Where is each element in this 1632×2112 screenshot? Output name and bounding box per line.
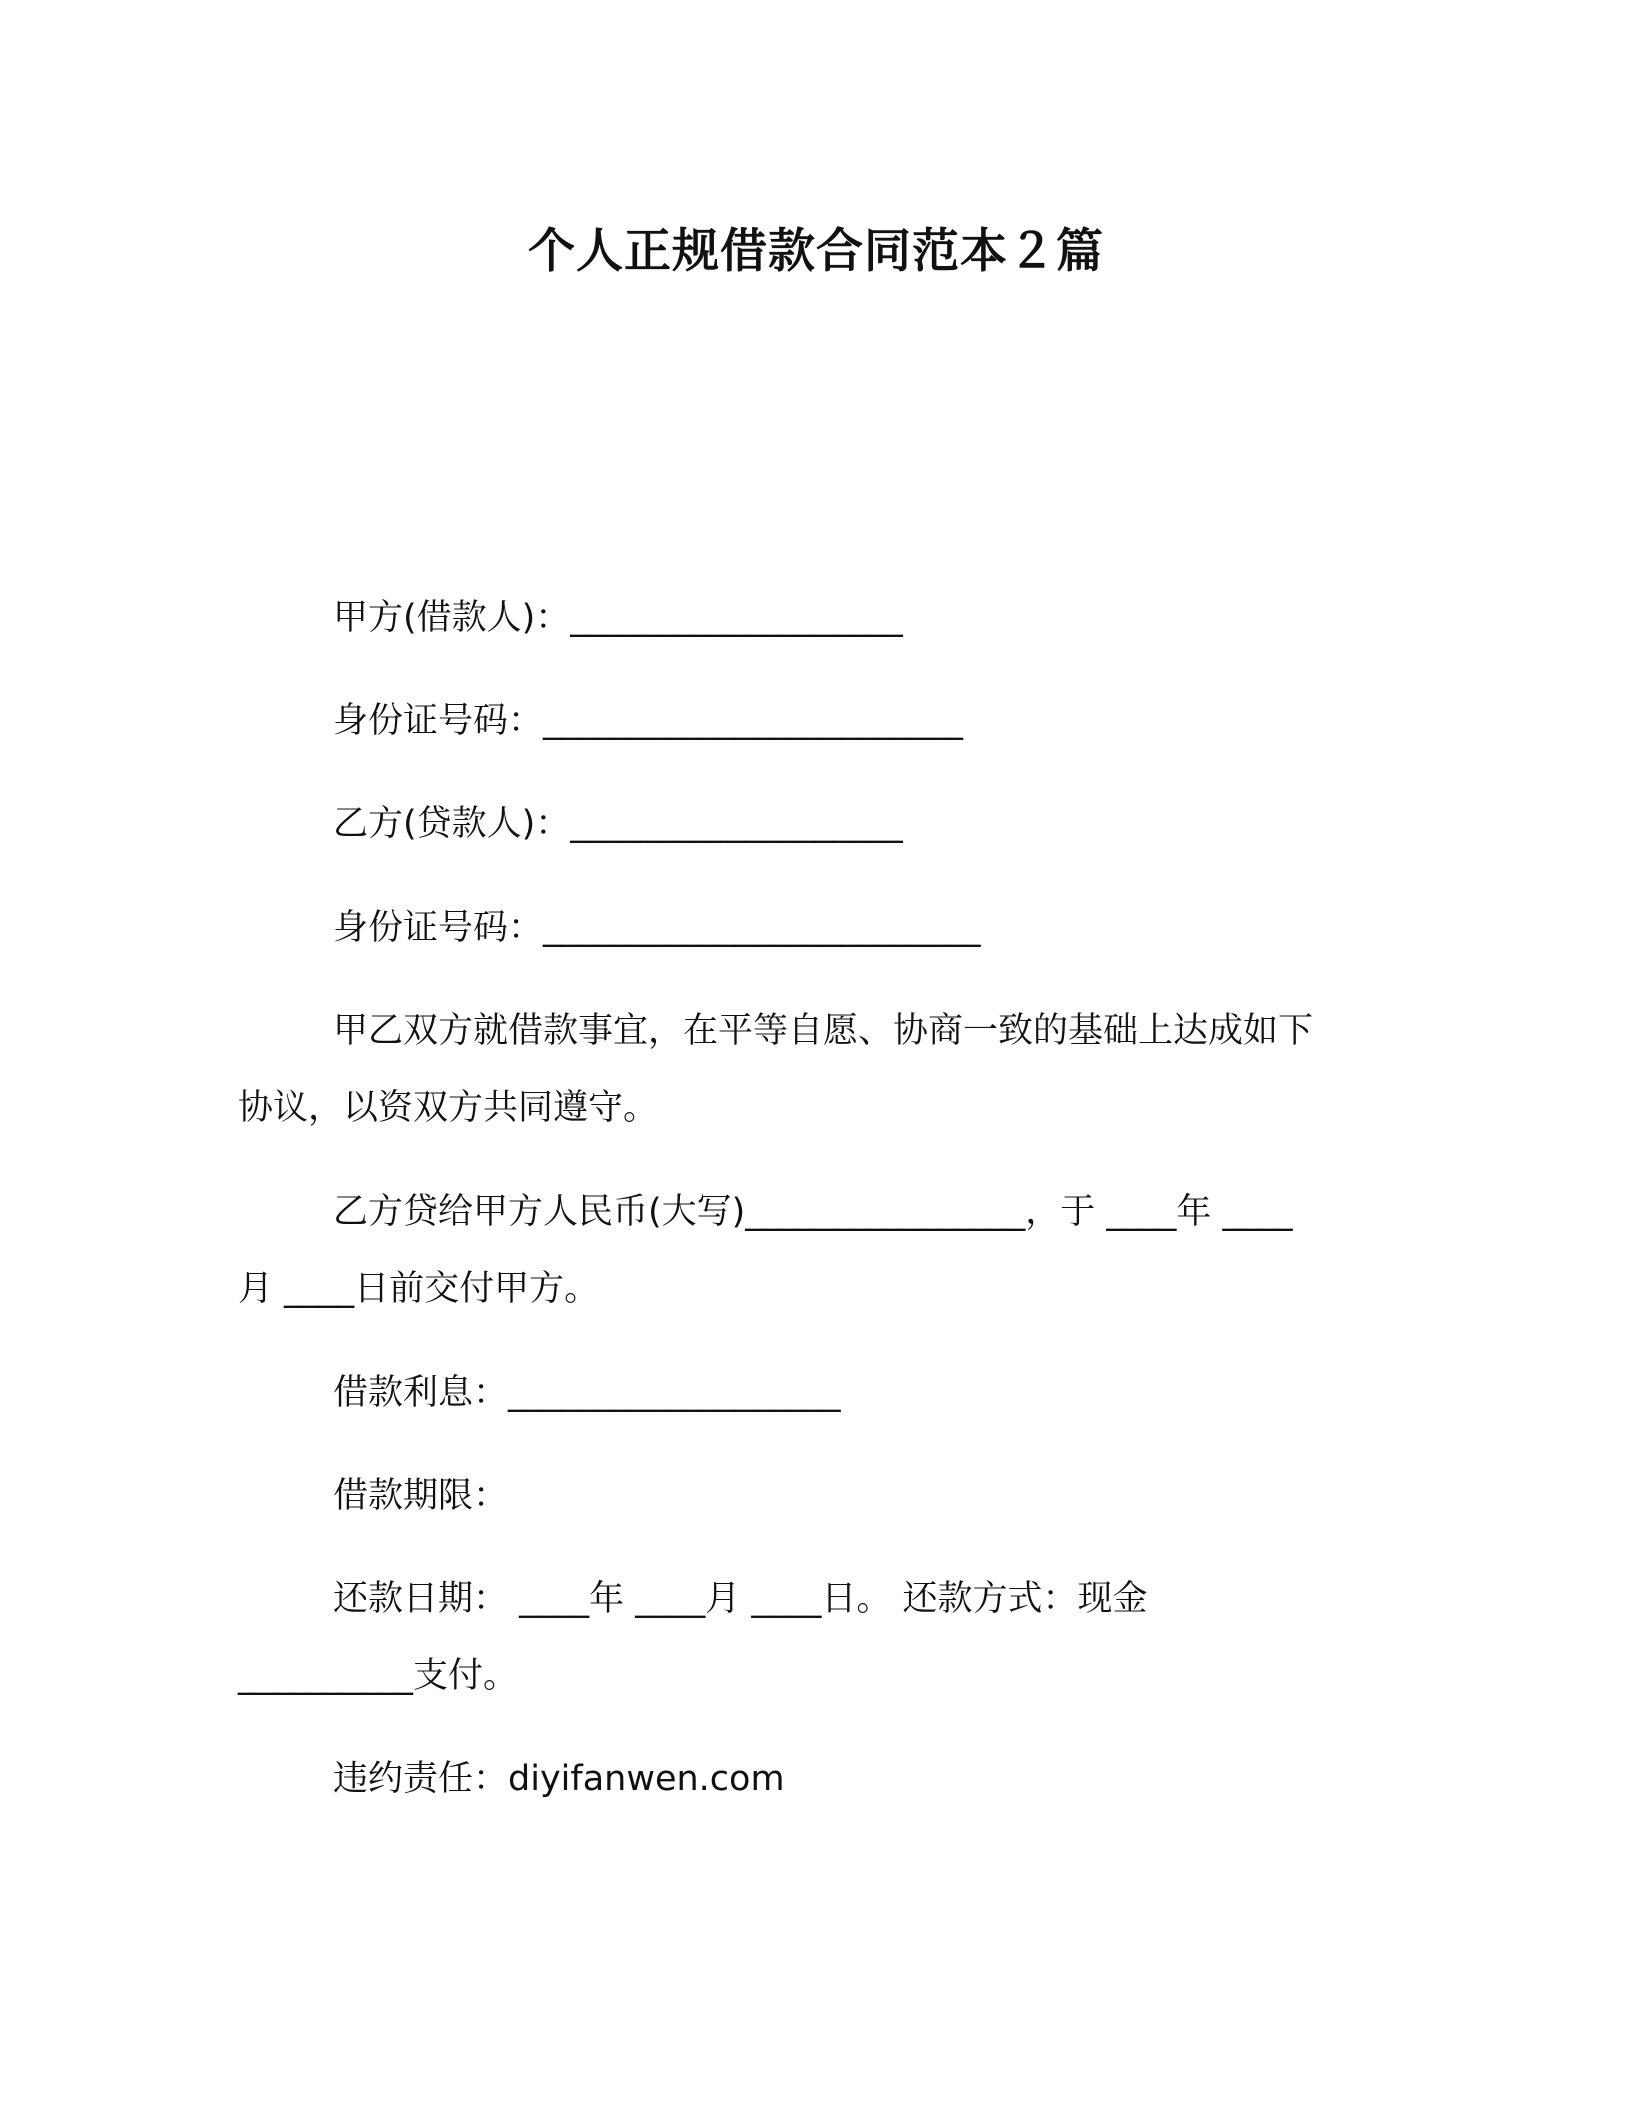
document-title: 个人正规借款合同范本２篇 xyxy=(528,224,1104,279)
loan-interest-line: 借款利息：___________________ xyxy=(333,1373,841,1413)
breach-liability-line: 违约责任：diyifanwen.com xyxy=(333,1759,785,1799)
repayment-line-2: __________支付。 xyxy=(238,1656,519,1696)
borrower-name-line: 甲方(借款人)：___________________ xyxy=(333,598,903,638)
agreement-paragraph-line-2: 协议，以资双方共同遵守。 xyxy=(238,1088,659,1128)
borrower-id-line: 身份证号码：________________________ xyxy=(333,701,964,741)
loan-amount-line-1: 乙方贷给甲方人民币(大写)________________，于 ____年 ____ xyxy=(333,1192,1293,1232)
loan-amount-line-2: 月 ____日前交付甲方。 xyxy=(238,1269,600,1309)
lender-id-line: 身份证号码：_________________________ xyxy=(333,908,981,948)
loan-term-line: 借款期限： xyxy=(333,1476,509,1516)
lender-name-line: 乙方(贷款人)：___________________ xyxy=(333,804,903,844)
repayment-line-1: 还款日期： ____年 ____月 ____日。 还款方式：现金 xyxy=(333,1579,1148,1619)
agreement-paragraph-line-1: 甲乙双方就借款事宜，在平等自愿、协商一致的基础上达成如下 xyxy=(333,1011,1314,1051)
